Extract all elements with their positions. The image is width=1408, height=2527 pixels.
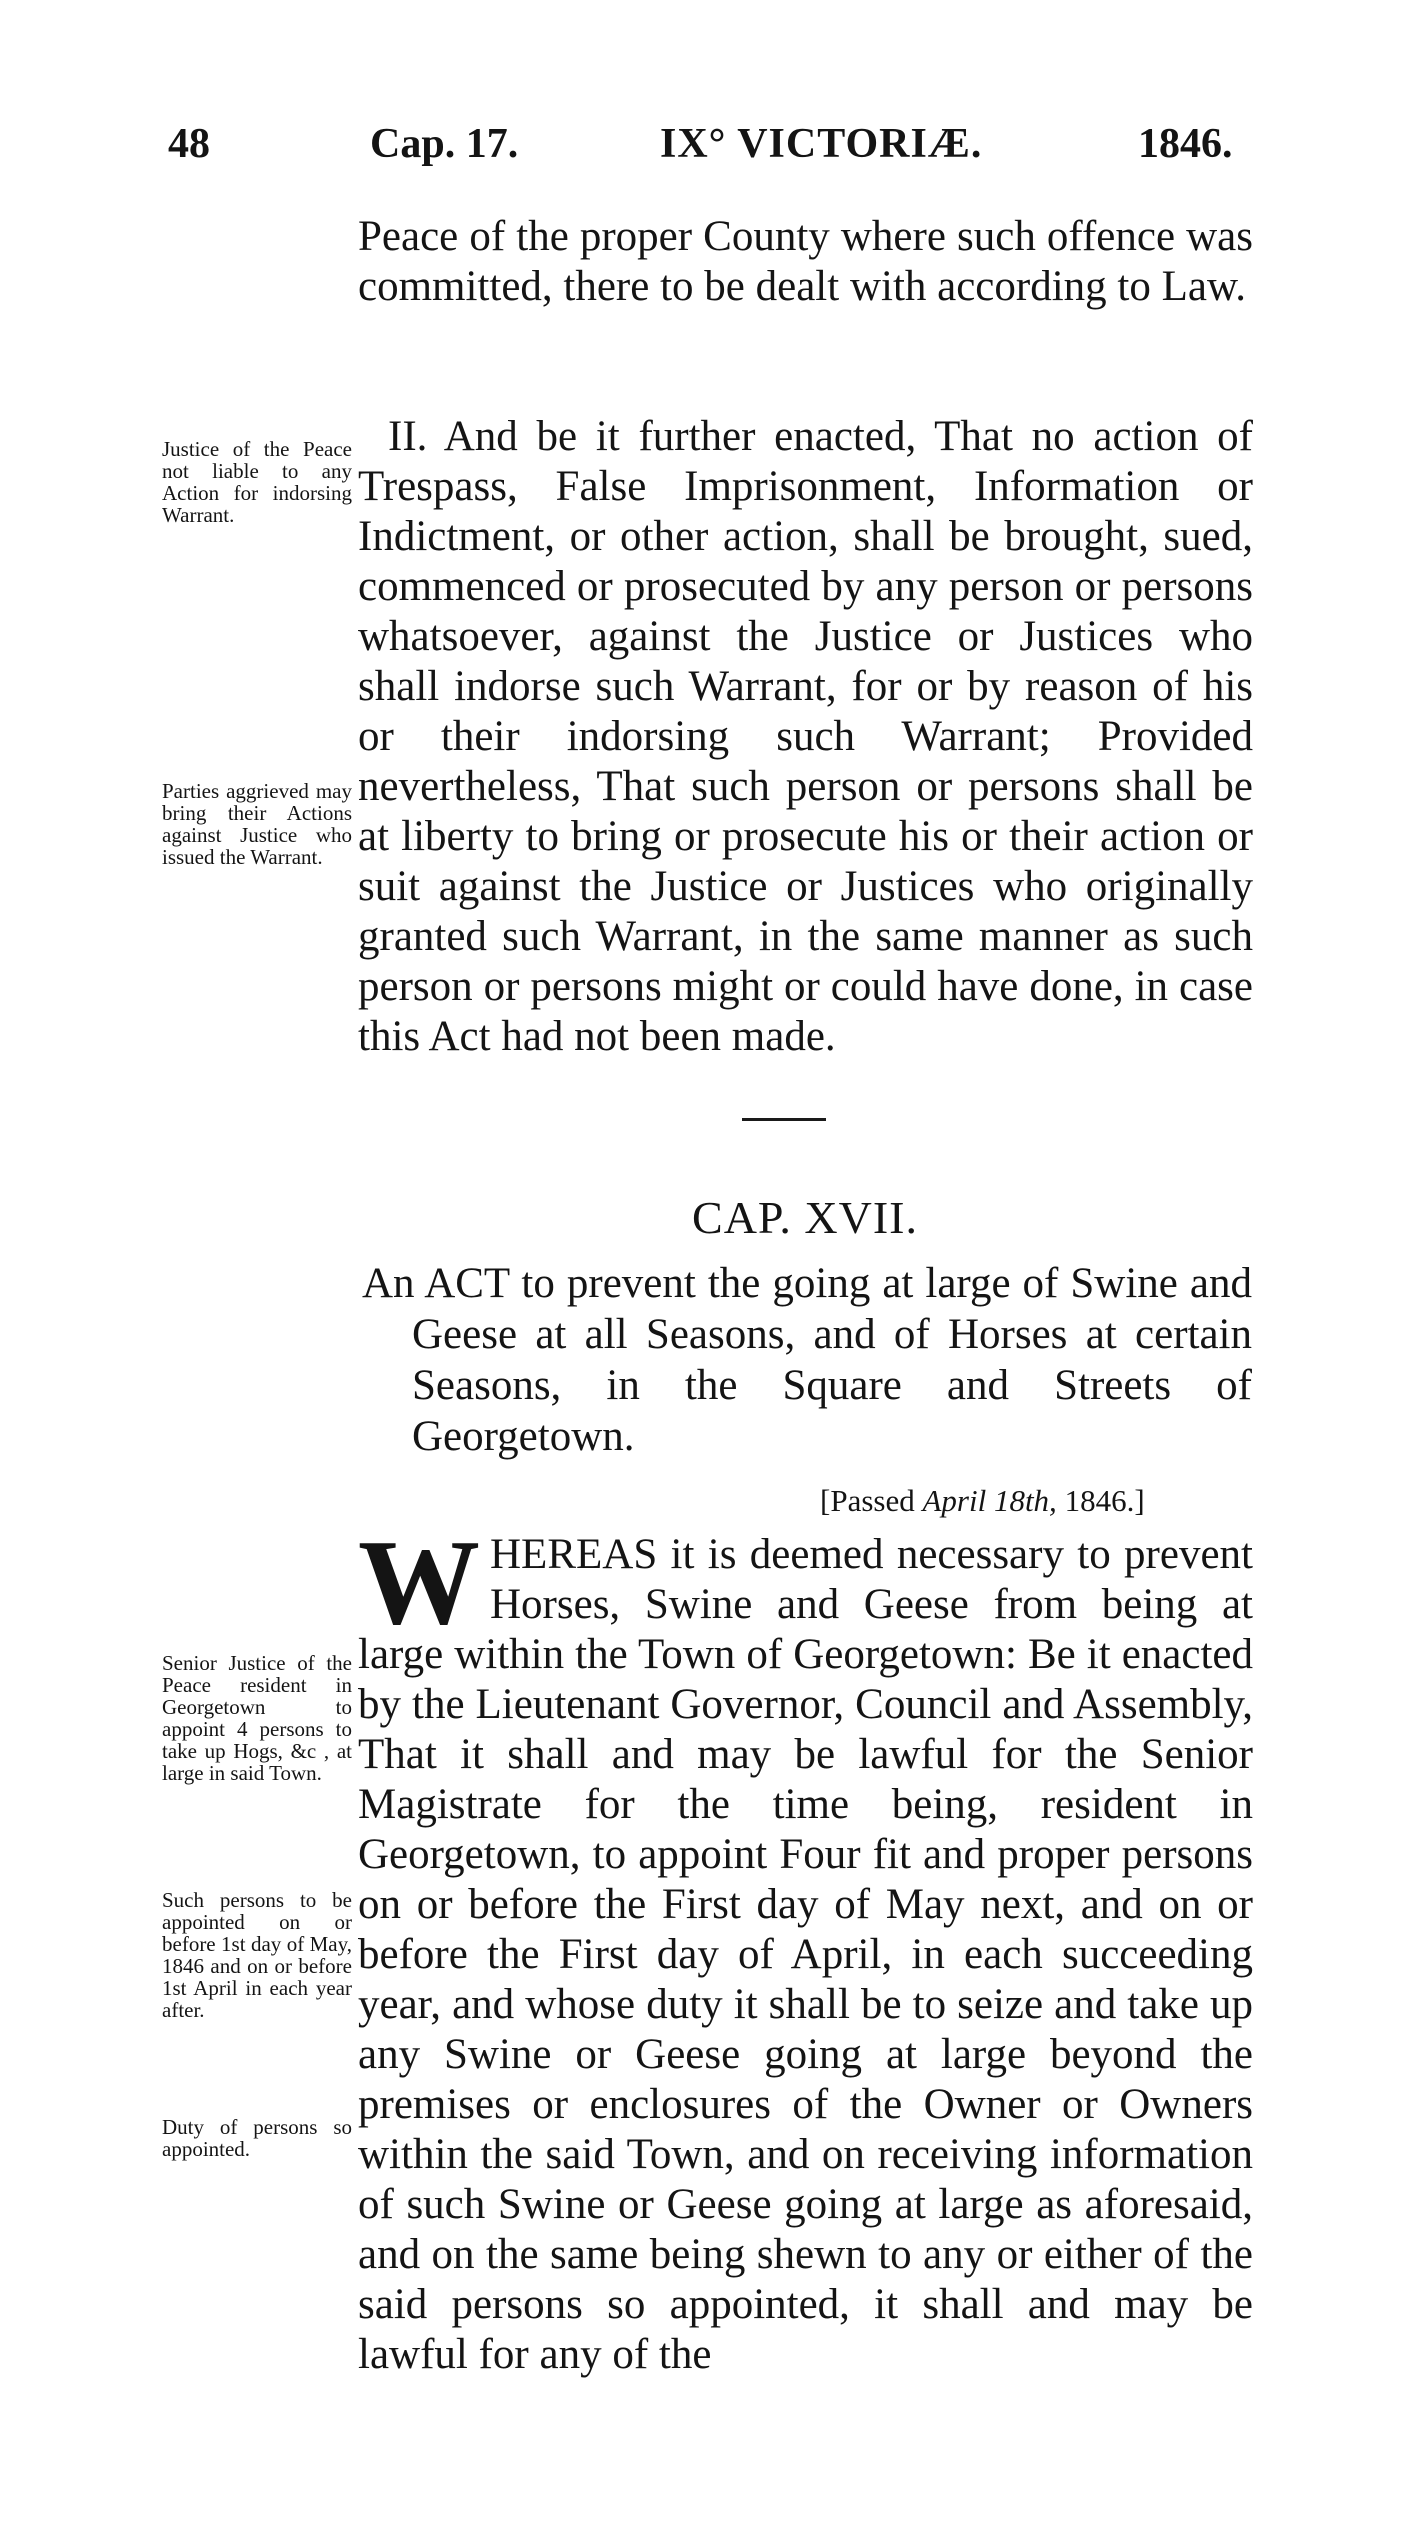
act-body-text: HEREAS it is deemed necessary to prevent Horses, Swine and Geese from being at large within the Town of Georgetown: Be it enacted by the Lieutenant Governor, Council and Assembly, That it shall and may be lawful for the Senior Magistrate for the time being, resident in Georgetown, to appoint Four fit and proper persons on or before the First day of May next, and on or before the First day of April, in each succeeding year, and whose duty it shall be to seize and take up any Swine or Geese going at large beyond the premises or enclosures of the Owner or Owners within the said Town, and on receiving information of such Swine or Geese going at large as aforesaid, and on the same being shewn to any or either of the said persons so appointed, it shall and may be lawful for any of the [358, 1531, 1253, 2378]
running-chapter: Cap. 17. [370, 121, 519, 167]
section-number: II. [388, 413, 428, 460]
passed-date-text: April 18th, [922, 1483, 1057, 1518]
margin-note-appointment-dates: Such persons to be appointed on or before 1st day of May, 1846 and on or before 1st April in each year after. [162, 1888, 352, 2022]
margin-note-senior-justice: Senior Justice of the Peace resident in Georgetown to appoint 4 persons to take up Hogs, &c , at large in said Town. [162, 1651, 352, 1785]
page-number: 48 [168, 121, 210, 167]
continuation-text: Peace of the proper County where such offence was committed, there to be dealt with according to Law. [358, 213, 1253, 310]
act-title [362, 1258, 1252, 1462]
passed-prefix: [Passed [820, 1483, 915, 1518]
running-year: 1846. [1138, 121, 1233, 167]
margin-note-duty: Duty of persons so appointed. [162, 2115, 352, 2161]
section-2-text: And be it further enacted, That no action of Trespass, False Imprisonment, Information or Indictment, or other action, shall be brought, sued, commenced or prosecuted by any person or persons whatsoever, against the Justice or Justices who shall indorse such Warrant, for or by reason of his or their indorsing such Warrant; Provided nevertheless, That such person or persons shall be at liberty to bring or prosecute his or their action or suit against the Justice or Justices who originally granted such Warrant, in the same manner as such person or persons might or could have done, in case this Act had not been made. [358, 413, 1253, 1060]
section-2-paragraph [358, 412, 1253, 1062]
margin-note-parties-aggrieved: Parties aggrieved may bring their Actions against Justice who issued the Warrant. [162, 779, 352, 869]
continuation-paragraph [358, 212, 1253, 312]
section-divider [742, 1118, 826, 1121]
margin-note-justice-not-liable: Justice of the Peace not liable to any Action for indorsing Warrant. [162, 437, 352, 527]
running-title: IX° VICTORIÆ. [660, 121, 983, 167]
passed-date [820, 1482, 1145, 1520]
chapter-heading: CAP. XVII. [692, 1192, 918, 1243]
act-body-paragraph [358, 1515, 1253, 2380]
act-title-text: An ACT to prevent the going at large of Swine and Geese at all Seasons, and of Horses at certain Seasons, in the Square and Streets of Georgetown. [362, 1260, 1252, 1460]
passed-year: 1846.] [1064, 1483, 1145, 1518]
drop-cap: W [358, 1515, 480, 1650]
